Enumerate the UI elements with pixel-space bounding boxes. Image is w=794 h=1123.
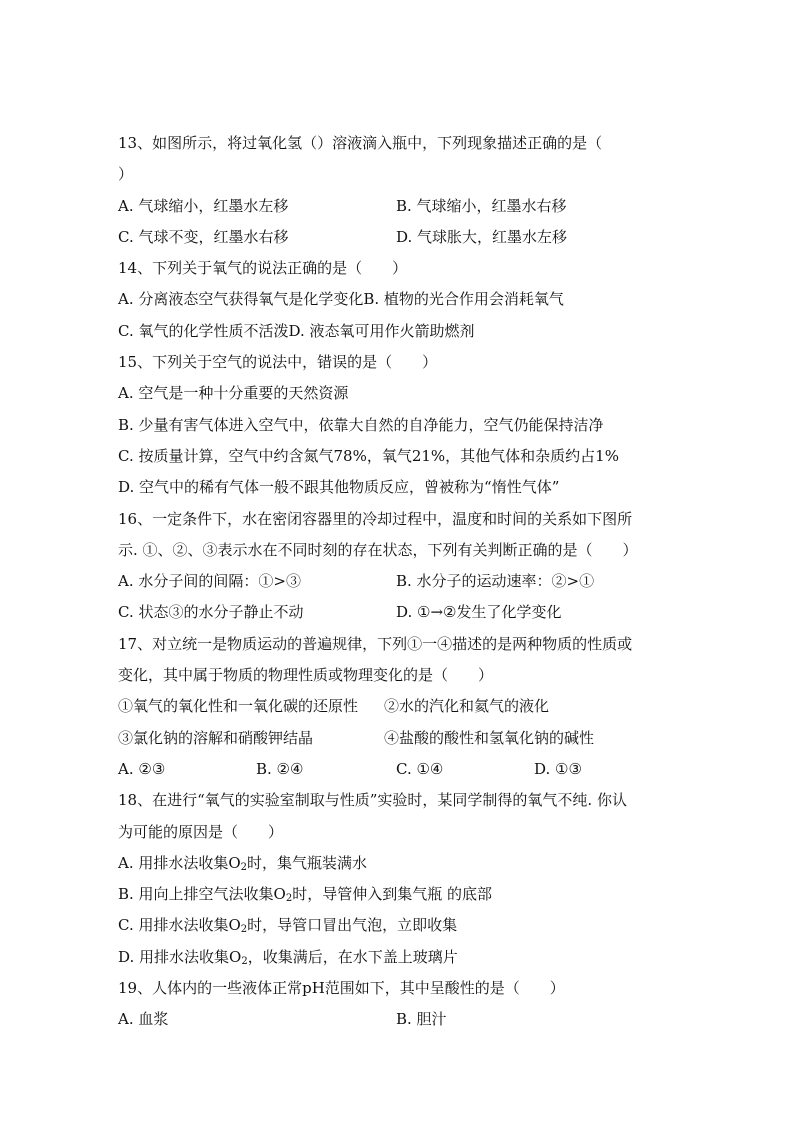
q16-stem-line1: 16、一定条件下，水在密闭容器里的冷却过程中，温度和时间的关系如下图所 [118,509,633,528]
q17-stem-line2: 变化，其中属于物质的物理性质或物理变化的是（ ） [118,666,494,685]
question-list [118,128,678,1036]
q16-option-b: B. 水分子的运动速率：②>① [396,572,595,591]
q18-stem-line2: 为可能的原因是（ ） [118,822,284,841]
q18-option-b-text: B. 用向上排空气法收集O [118,885,286,904]
q17-items-34 [118,723,678,754]
q18-option-d [118,942,678,973]
q16-stem-line2: 示. ①、②、③表示水在不同时刻的存在状态，下列有关判断正确的是（ ） [118,540,638,559]
q18-option-a-text: A. 用排水法收集O [118,853,241,872]
q19-stem: 19、人体内的一些液体正常pH范围如下，其中呈酸性的是（ ） [118,979,565,998]
q17-item-4: ④盐酸的酸性和氢氧化钠的碱性 [384,728,595,747]
q17-stem-line1: 17、对立统一是物质运动的普遍规律，下列①一④描述的是两种物质的性质或 [118,634,633,653]
q15-option-c: C. 按质量计算，空气中约含氮气78%，氧气21%，其他气体和杂质约占1% [118,446,619,465]
q18-option-a [118,848,678,879]
q18-option-d-subscript: 2 [241,955,248,967]
q14-stem: 14、下列关于氧气的说法正确的是（ ） [118,259,408,278]
q18-option-b [118,879,678,910]
q16-options-cd [118,597,678,628]
q18-option-d-text-end: ，收集满后，在水下盖上玻璃片 [247,947,458,966]
q17-option-c: C. ①④ [396,759,444,778]
q14-options-cd: C. 氧气的化学性质不活泼D. 液态氧可用作火箭助燃剂 [118,321,475,340]
q18-option-c [118,910,678,941]
q18-option-a-text-end: 时，集气瓶装满水 [247,853,368,872]
q13-options-ab [118,191,678,222]
q18-option-b-subscript: 2 [285,893,293,905]
q13-option-b: B. 气球缩小，红墨水右移 [396,196,567,215]
q14-options-ab: A. 分离液态空气获得氧气是化学变化B. 植物的光合作用会消耗氧气 [118,290,564,309]
q13-option-a: A. 气球缩小，红墨水左移 [118,196,289,215]
q17-item-1: ①氧气的氧化性和一氧化碳的还原性 [118,697,359,716]
q17-items-12 [118,691,678,722]
q13-stem-line2: ） [118,165,134,184]
q16-option-d: D. ①→②发生了化学变化 [396,603,562,622]
q19-option-b: B. 胆汁 [396,1010,447,1029]
q15-stem: 15、下列关于空气的说法中，错误的是（ ） [118,353,438,372]
q17-option-d: D. ①③ [534,759,582,778]
q18-option-a-subscript: 2 [240,861,248,873]
q16-option-a: A. 水分子间的间隔：①>③ [118,572,301,591]
q17-option-b: B. ②④ [256,759,304,778]
q16-options-ab [118,566,678,597]
q15-option-d: D. 空气中的稀有气体一般不跟其他物质反应，曾被称为“惰性气体” [118,478,560,497]
q18-stem-line1: 18、在进行“氧气的实验室制取与性质”实验时，某同学制得的氧气不纯. 你认 [118,791,627,810]
q18-option-d-text: D. 用排水法收集O [118,947,242,966]
q13-option-d: D. 气球胀大，红墨水左移 [396,227,568,246]
q17-options [118,754,678,785]
q13-options-cd [118,222,678,253]
q13-stem-line1: 13、如图所示，将过氧化氢（）溶液滴入瓶中，下列现象描述正确的是（ [118,134,603,152]
q18-option-b-text-end: 时，导管伸入到集气瓶 的底部 [292,885,493,904]
q16-option-c: C. 状态③的水分子静止不动 [118,603,304,622]
q17-item-2: ②水的汽化和氦气的液化 [384,697,550,716]
q15-option-b: B. 少量有害气体进入空气中，依靠大自然的自净能力，空气仍能保持洁净 [118,415,604,434]
q19-options-ab [118,1004,678,1035]
q18-option-c-text-end: 时，导管口冒出气泡，立即收集 [247,916,458,935]
q17-item-3: ③氯化钠的溶解和硝酸钾结晶 [118,728,314,747]
q18-option-c-text: C. 用排水法收集O [118,916,241,935]
q18-option-c-subscript: 2 [240,924,248,936]
q15-option-a: A. 空气是一种十分重要的天然资源 [118,384,349,403]
q19-option-a: A. 血浆 [118,1010,169,1029]
q13-option-c: C. 气球不变，红墨水右移 [118,227,289,246]
q17-option-a: A. ②③ [118,759,166,778]
